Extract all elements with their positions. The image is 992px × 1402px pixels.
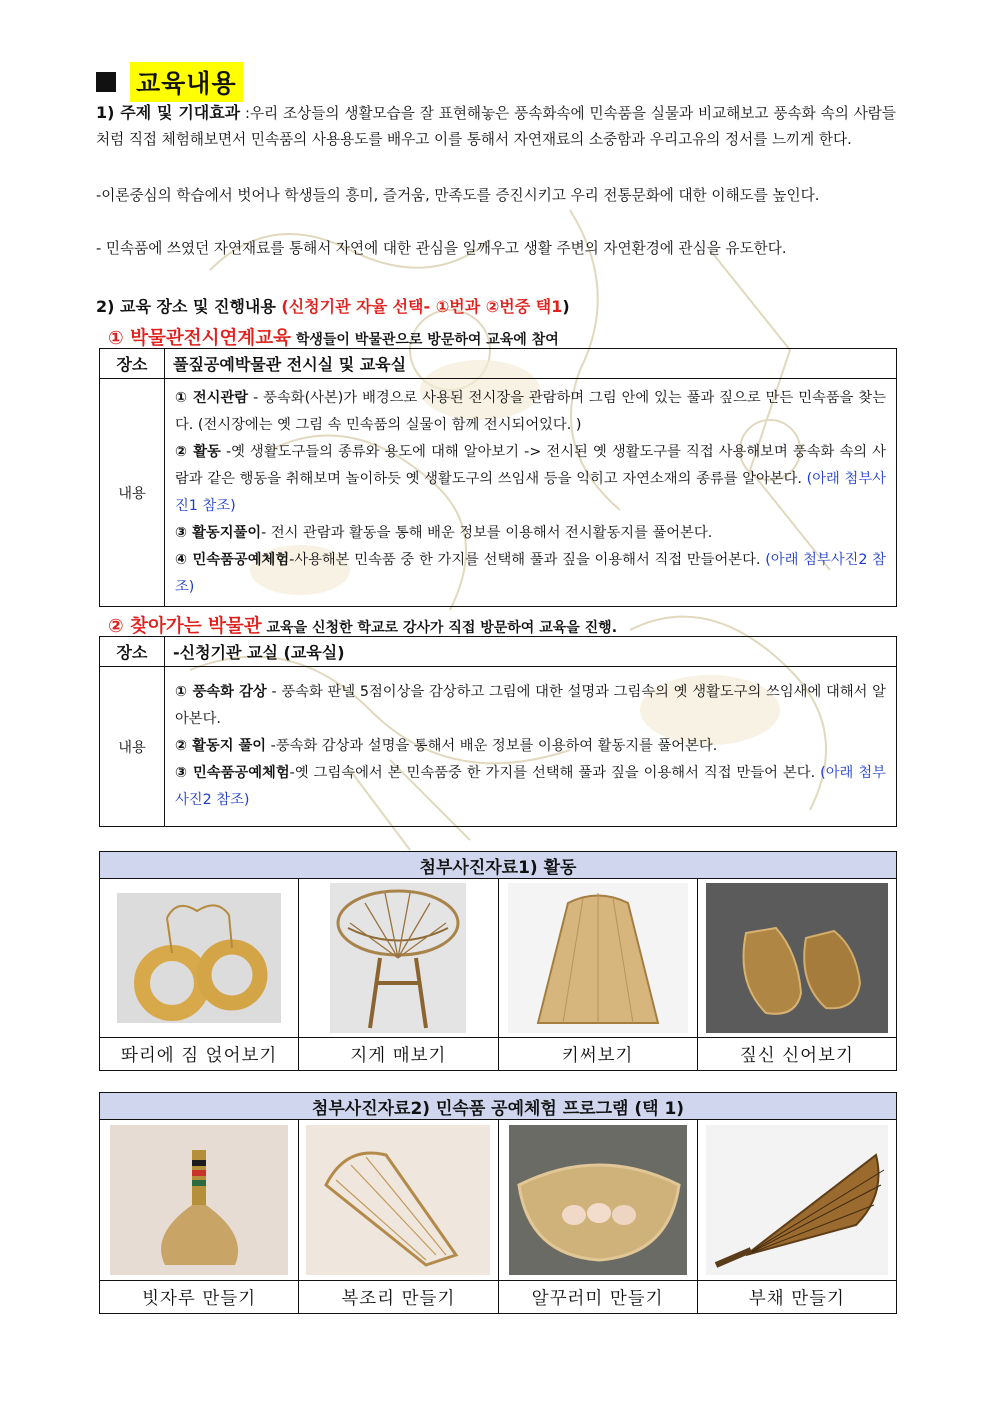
program2-step-3: ③ 민속품공예체험-옛 그림속에서 본 민속품중 한 가지를 선택해 풀과 짚을 이용해서 직접 만들어 본다. (아래 첨부사진2 참조) <box>175 765 886 808</box>
program1-place-value: 풀짚공예박물관 전시실 및 교육실 <box>165 349 897 379</box>
program1-step-2: ② 활동 -옛 생활도구들의 종류와 용도에 대해 알아보기 -> 전시된 옛 생활도구를 직접 사용해보며 풍속화 속의 사람과 같은 행동을 취해보며 놀이하듯 옛 생활도구의 쓰임새 등을 익히고 자연소재의 종류를 알아본다. (아래 첨부사진1 참조) <box>175 443 886 514</box>
photo-ddwari <box>100 879 299 1038</box>
program1-content-row <box>100 379 897 607</box>
program1-name: ① 박물관전시연계교육 <box>108 328 291 349</box>
theme-paragraph <box>96 100 896 153</box>
education-place-heading <box>96 294 570 317</box>
section-title <box>96 62 243 102</box>
program1-content <box>165 379 897 607</box>
photo-ki <box>498 879 697 1038</box>
caption-jipsin: 짚신 신어보기 <box>697 1038 896 1071</box>
program2-name: ② 찾아가는 박물관 <box>108 616 262 637</box>
section-title-text: 교육내용 <box>130 62 243 102</box>
activity-photo-header: 첨부사진자료1) 활동 <box>100 852 897 879</box>
craft-photo-header: 첨부사진자료2) 민속품 공예체험 프로그램 (택 1) <box>100 1093 897 1120</box>
program2-step-2: ② 활동지 풀이 -풍속화 감상과 설명을 통해서 배운 정보를 이용하여 활동지를 풀어본다. <box>175 738 718 754</box>
photo-alkkureomi <box>498 1120 697 1281</box>
caption-jige: 지게 매보기 <box>299 1038 498 1071</box>
program2-content-row <box>100 667 897 827</box>
jige-carrier-image <box>330 883 466 1033</box>
goal-line-2: - 민속품에 쓰였던 자연재료를 통해서 자연에 대한 관심을 일깨우고 생활 주변의 자연환경에 관심을 유도한다. <box>96 240 787 257</box>
caption-buchae: 부채 만들기 <box>697 1281 896 1314</box>
caption-alkkureomi: 알꾸러미 만들기 <box>498 1281 697 1314</box>
caption-ki: 키써보기 <box>498 1038 697 1071</box>
goal-line-1: -이론중심의 학습에서 벗어나 학생들의 흥미, 즐거움, 만족도를 증진시키고 우리 전통문화에 대한 이해도를 높인다. <box>96 187 820 204</box>
caption-broom: 빗자루 만들기 <box>100 1281 299 1314</box>
photo-broom <box>100 1120 299 1281</box>
program2-table <box>99 636 897 827</box>
activity-photo-table <box>99 851 897 1071</box>
broom-image <box>110 1125 288 1275</box>
program2-place-label: 장소 <box>100 637 165 667</box>
program2-step-1: ① 풍속화 감상 - 풍속화 판넬 5점이상을 감상하고 그림에 대한 설명과 그림속의 옛 생활도구의 쓰임새에 대해서 알아본다. <box>175 684 886 727</box>
jipsin-straw-shoes-image <box>706 883 888 1033</box>
program2-place-value: -신청기관 교실 (교육실) <box>165 637 897 667</box>
program1-place-row <box>100 349 897 379</box>
program2-title <box>108 612 617 638</box>
alkkureomi-egg-basket-image <box>509 1125 687 1275</box>
caption-bokjori: 복조리 만들기 <box>299 1281 498 1314</box>
ddwari-ring-image <box>117 893 281 1023</box>
program1-step-1: ① 전시관람 - 풍속화(사본)가 배경으로 사용된 전시장을 관람하며 그림 안에 있는 풀과 짚으로 만든 민속품을 찾는다. (전시장에는 옛 그림 속 민속품의 실물이 함께 전시되어있다. ) <box>175 389 887 433</box>
photo-buchae <box>697 1120 896 1281</box>
education-place-label: 2) 교육 장소 및 진행내용 <box>96 297 282 316</box>
ki-winnow-image <box>508 883 688 1033</box>
photo-bokjori <box>299 1120 498 1281</box>
program2-desc: 교육을 신청한 학교로 강사가 직접 방문하여 교육을 진행. <box>261 620 618 636</box>
caption-ddwari: 똬리에 짐 얹어보기 <box>100 1038 299 1071</box>
education-place-note: (신청기관 자율 선택- ①번과 ②번중 택1 <box>281 297 563 316</box>
program1-desc: 학생들이 박물관으로 방문하여 교육에 참여 <box>290 332 559 348</box>
photo-jipsin <box>697 879 896 1038</box>
program1-table <box>99 348 897 607</box>
craft-photo-table <box>99 1092 897 1314</box>
program1-step-3: ③ 활동지풀이- 전시 관람과 활동을 통해 배운 정보를 이용해서 전시활동지를 풀어본다. <box>175 524 713 541</box>
photo-jige <box>299 879 498 1038</box>
program1-place-label: 장소 <box>100 349 165 379</box>
theme-label: 1) 주제 및 기대효과 <box>96 103 241 122</box>
program2-place-row <box>100 637 897 667</box>
square-bullet-icon <box>96 72 116 92</box>
theme-text: :우리 조상들의 생활모습을 잘 표현해놓은 풍속화속에 민속품을 실물과 비교해보고 풍속화 속의 사람들처럼 직접 체험해보면서 민속품의 사용용도를 배우고 이를 통해서 자연재료의 소중함과 우리고유의 정서를 느끼게 한다. <box>96 105 896 148</box>
education-place-close: ) <box>562 297 570 316</box>
program1-step-4: ④ 민속품공예체험-사용해본 민속품 중 한 가지를 선택해 풀과 짚을 이용해서 직접 만들어본다. (아래 첨부사진2 참조) <box>175 551 886 595</box>
bokjori-image <box>306 1125 490 1275</box>
program1-content-label: 내용 <box>100 379 165 607</box>
program2-content-label: 내용 <box>100 667 165 827</box>
program1-title <box>108 324 559 350</box>
buchae-fan-image <box>706 1125 888 1275</box>
program2-content <box>165 667 897 827</box>
